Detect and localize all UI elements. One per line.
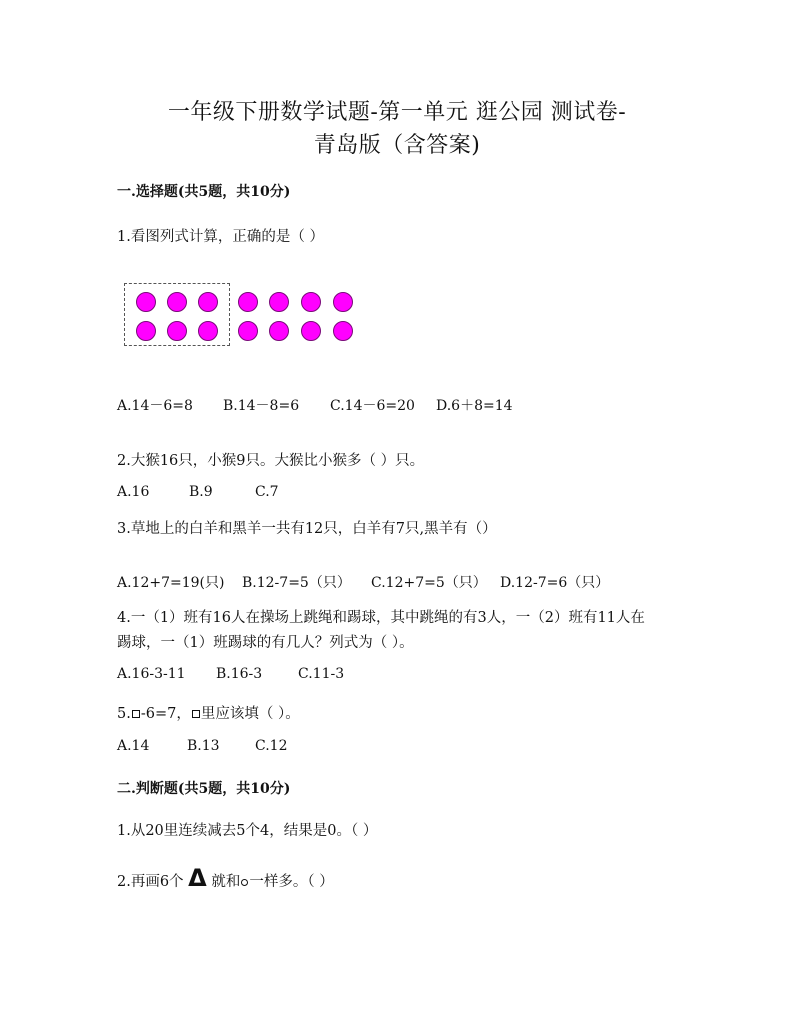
q1-option-d: D.6＋8=14 xyxy=(436,398,513,414)
section-judge-heading: 二.判断题(共5题，共10分) xyxy=(117,781,291,797)
q5-prefix: 5. xyxy=(117,706,131,722)
q3-option-c: C.12+7=5（只） xyxy=(371,575,487,591)
question-4-line2: 踢球，一（1）班踢球的有几人？列式为（ ）。 xyxy=(117,635,414,651)
j2-middle: 就和 xyxy=(211,874,241,890)
q3-option-b: B.12-7=5（只） xyxy=(242,575,351,591)
triangle-icon: Δ xyxy=(188,864,207,892)
q5-middle: -6=7， xyxy=(140,706,191,722)
page-title-line1: 一年级下册数学试题-第一单元 逛公园 测试卷- xyxy=(167,100,627,125)
square-icon xyxy=(192,710,200,718)
q2-option-a: A.16 xyxy=(117,484,150,500)
judge-2-text xyxy=(117,864,334,892)
q1-option-b: B.14－8=6 xyxy=(223,398,300,414)
dot xyxy=(301,292,321,312)
dot xyxy=(198,292,218,312)
dot xyxy=(269,292,289,312)
q2-option-b: B.9 xyxy=(189,484,213,500)
q4-option-c: C.11-3 xyxy=(298,666,345,682)
section-choice-heading: 一.选择题(共5题，共10分) xyxy=(117,184,291,200)
j2-suffix: 一样多。（ ） xyxy=(249,874,334,890)
judge-1-text: 1.从20里连续减去5个4，结果是0。（ ） xyxy=(117,823,378,839)
dot xyxy=(136,292,156,312)
square-icon xyxy=(132,710,140,718)
dot xyxy=(333,321,353,341)
q1-option-a: A.14－6=8 xyxy=(117,398,193,414)
q4-option-a: A.16-3-11 xyxy=(117,666,186,682)
dot xyxy=(301,321,321,341)
q5-option-a: A.14 xyxy=(117,738,150,754)
j2-prefix: 2.再画6个 xyxy=(117,874,184,890)
q5-option-b: B.13 xyxy=(187,738,220,754)
q4-option-b: B.16-3 xyxy=(216,666,263,682)
dot xyxy=(136,321,156,341)
dot xyxy=(167,321,187,341)
q5-suffix: 里应该填（ ）。 xyxy=(200,706,300,722)
question-4-line1: 4.一（1）班有16人在操场上跳绳和踢球，其中跳绳的有3人，一（2）班有11人在 xyxy=(117,610,645,626)
dot xyxy=(198,321,218,341)
q3-option-a: A.12+7=19(只) xyxy=(117,575,225,591)
circle-icon xyxy=(241,879,248,886)
q3-option-d: D.12-7=6（只） xyxy=(500,575,610,591)
dot xyxy=(333,292,353,312)
question-3-text: 3.草地上的白羊和黑羊一共有12只，白羊有7只,黑羊有（） xyxy=(117,521,497,537)
q1-option-c: C.14－6=20 xyxy=(330,398,415,414)
dot xyxy=(167,292,187,312)
question-1-text: 1.看图列式计算，正确的是（ ） xyxy=(117,229,324,245)
question-2-text: 2.大猴16只，小猴9只。大猴比小猴多（ ）只。 xyxy=(117,453,425,469)
dot xyxy=(238,292,258,312)
dot xyxy=(269,321,289,341)
q2-option-c: C.7 xyxy=(255,484,279,500)
page-title-line2: 青岛版（含答案) xyxy=(313,133,481,158)
dot xyxy=(238,321,258,341)
q5-option-c: C.12 xyxy=(255,738,288,754)
question-5-text xyxy=(117,702,300,723)
